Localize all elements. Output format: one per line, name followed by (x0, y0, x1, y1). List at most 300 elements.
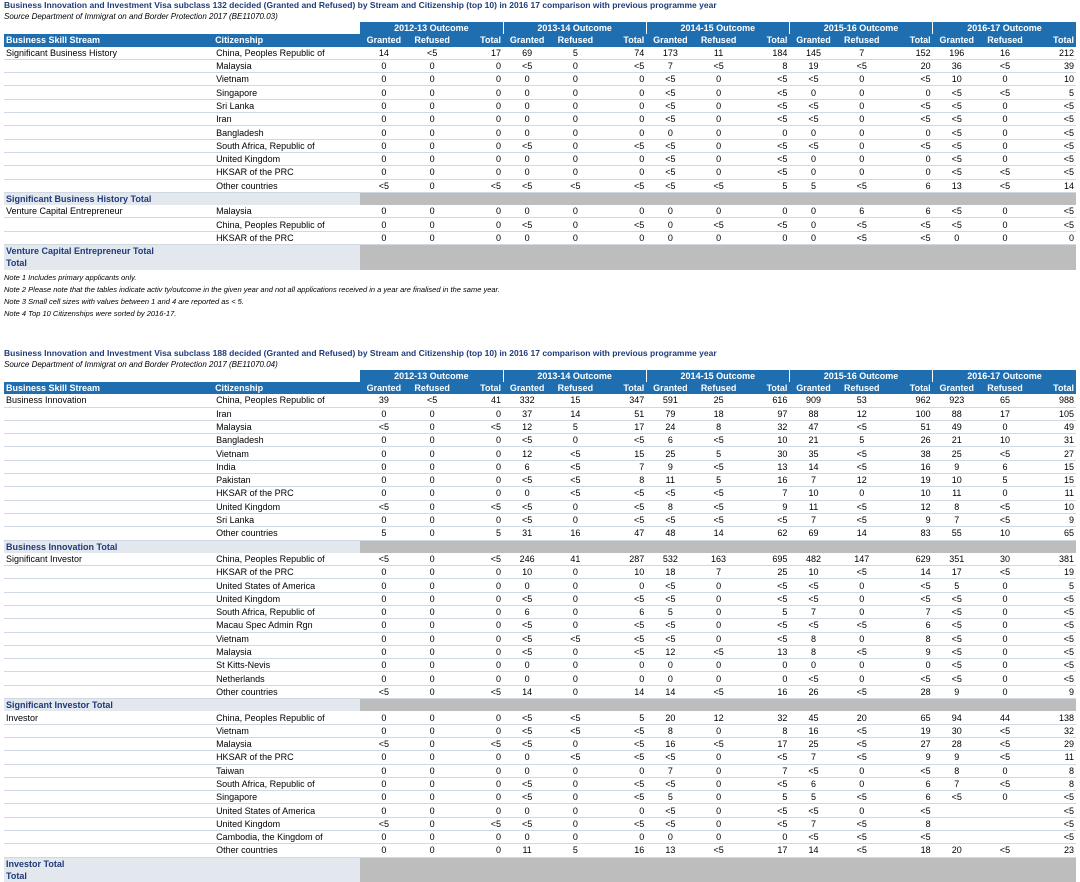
value-cell: 13 (743, 460, 790, 473)
value-cell: <5 (551, 460, 599, 473)
value-cell: 20 (886, 59, 933, 72)
value-cell: 0 (838, 139, 886, 152)
value-cell: <5 (694, 513, 742, 526)
value-cell: 7 (743, 764, 790, 777)
table-row (4, 152, 1076, 165)
value-cell: 0 (646, 126, 694, 139)
value-cell: <5 (981, 166, 1029, 179)
value-cell: <5 (981, 737, 1029, 750)
value-cell: 0 (789, 205, 837, 218)
table-row (4, 407, 1076, 420)
value-cell: 0 (981, 231, 1029, 244)
sub-column-header: Total (599, 382, 646, 394)
value-cell: <5 (886, 579, 933, 592)
value-cell: 12 (503, 447, 551, 460)
table-row (4, 139, 1076, 152)
table-row (4, 487, 1076, 500)
stream-cell: Investor (4, 711, 213, 724)
value-cell: 0 (408, 527, 456, 540)
value-cell: 9 (1029, 513, 1076, 526)
value-cell: 0 (456, 659, 503, 672)
value-cell: <5 (743, 152, 790, 165)
table-row (4, 592, 1076, 605)
value-cell: 13 (646, 844, 694, 857)
value-cell: 10 (503, 566, 551, 579)
value-cell: 9 (886, 751, 933, 764)
value-cell: 0 (646, 205, 694, 218)
value-cell: <5 (599, 791, 646, 804)
value-cell: <5 (743, 817, 790, 830)
value-cell: 0 (408, 447, 456, 460)
value-cell: 31 (503, 527, 551, 540)
value-cell: 0 (599, 659, 646, 672)
table-row (4, 166, 1076, 179)
table-row (4, 566, 1076, 579)
value-cell: 0 (456, 645, 503, 658)
value-cell: 0 (551, 592, 599, 605)
value-cell: 18 (646, 566, 694, 579)
value-cell: 0 (886, 166, 933, 179)
value-cell: <5 (694, 460, 742, 473)
value-cell: <5 (1029, 152, 1076, 165)
value-cell: <5 (503, 500, 551, 513)
value-cell: 49 (933, 420, 981, 433)
value-cell: 0 (599, 579, 646, 592)
value-cell: <5 (1029, 672, 1076, 685)
value-cell: 0 (694, 659, 742, 672)
value-cell: 0 (408, 59, 456, 72)
sub-column-header: Total (599, 34, 646, 46)
value-cell: 0 (360, 487, 408, 500)
value-cell: 332 (503, 394, 551, 407)
value-cell: 15 (599, 447, 646, 460)
value-cell: 6 (981, 460, 1029, 473)
value-cell: <5 (503, 645, 551, 658)
value-cell: 20 (838, 711, 886, 724)
table-row (4, 553, 1076, 566)
citizenship-cell: Malaysia (213, 420, 360, 433)
year-header: 2015-16 Outcome (789, 22, 932, 34)
value-cell: <5 (503, 139, 551, 152)
sub-column-header: Total (456, 382, 503, 394)
table-row (4, 73, 1076, 86)
value-cell: 16 (551, 527, 599, 540)
value-cell: <5 (503, 59, 551, 72)
value-cell: 11 (503, 844, 551, 857)
value-cell: <5 (933, 605, 981, 618)
value-cell: 5 (551, 47, 599, 60)
value-cell: 184 (743, 47, 790, 60)
value-cell: 0 (789, 86, 837, 99)
value-cell: 0 (886, 126, 933, 139)
value-cell: 30 (743, 447, 790, 460)
citizenship-cell: Vietnam (213, 447, 360, 460)
value-cell: 16 (886, 460, 933, 473)
value-cell: 7 (789, 751, 837, 764)
value-cell: 0 (838, 672, 886, 685)
value-cell: <5 (646, 152, 694, 165)
value-cell: 0 (456, 791, 503, 804)
value-cell: 49 (1029, 420, 1076, 433)
value-cell: 8 (933, 764, 981, 777)
value-cell: 5 (743, 179, 790, 192)
table-row (4, 500, 1076, 513)
value-cell: 12 (646, 645, 694, 658)
value-cell: 10 (933, 73, 981, 86)
stream-total-label: Business Innovation Total (4, 540, 360, 553)
table-row (4, 619, 1076, 632)
value-cell: <5 (503, 777, 551, 790)
stream-cell (4, 513, 213, 526)
value-cell: 0 (360, 831, 408, 844)
value-cell: <5 (789, 619, 837, 632)
value-cell: 0 (456, 407, 503, 420)
stream-total-label: Venture Capital Entrepreneur Total (4, 245, 360, 258)
stream-cell: Significant Investor (4, 553, 213, 566)
value-cell: <5 (408, 47, 456, 60)
value-cell: 0 (456, 474, 503, 487)
value-cell: 0 (551, 113, 599, 126)
value-cell: <5 (456, 420, 503, 433)
value-cell: 6 (789, 777, 837, 790)
value-cell: 0 (789, 166, 837, 179)
value-cell: 0 (360, 447, 408, 460)
value-cell: 19 (886, 474, 933, 487)
value-cell: 0 (981, 764, 1029, 777)
value-cell: <5 (933, 619, 981, 632)
stream-cell (4, 59, 213, 72)
year-header-row (4, 370, 1076, 382)
sub-column-header: Refused (408, 34, 456, 46)
value-cell: <5 (838, 737, 886, 750)
value-cell: 65 (981, 394, 1029, 407)
total-fill (360, 540, 1076, 553)
value-cell: 0 (694, 73, 742, 86)
value-cell: 41 (551, 553, 599, 566)
value-cell: 0 (456, 566, 503, 579)
value-cell: 32 (743, 711, 790, 724)
value-cell: 0 (1029, 231, 1076, 244)
citizenship-cell: HKSAR of the PRC (213, 566, 360, 579)
value-cell: 0 (838, 659, 886, 672)
value-cell: <5 (1029, 645, 1076, 658)
table-row (4, 751, 1076, 764)
stream-cell (4, 605, 213, 618)
value-cell: 0 (838, 579, 886, 592)
table-row (4, 218, 1076, 231)
value-cell: 11 (694, 47, 742, 60)
value-cell: 9 (933, 460, 981, 473)
value-cell: 0 (599, 764, 646, 777)
value-cell: 11 (1029, 487, 1076, 500)
value-cell: 0 (456, 447, 503, 460)
value-cell: 0 (694, 751, 742, 764)
value-cell: 0 (456, 487, 503, 500)
value-cell: 14 (551, 407, 599, 420)
value-cell: 0 (408, 139, 456, 152)
value-cell: 0 (360, 605, 408, 618)
value-cell: 0 (599, 86, 646, 99)
value-cell: <5 (838, 179, 886, 192)
value-cell: <5 (789, 831, 837, 844)
value-cell: 0 (456, 139, 503, 152)
value-cell: <5 (933, 205, 981, 218)
value-cell: 0 (503, 764, 551, 777)
value-cell: <5 (789, 139, 837, 152)
value-cell: 0 (981, 99, 1029, 112)
stream-cell (4, 764, 213, 777)
value-cell: <5 (886, 73, 933, 86)
value-cell: 10 (933, 474, 981, 487)
value-cell: 11 (646, 474, 694, 487)
stream-cell (4, 407, 213, 420)
value-cell: <5 (646, 619, 694, 632)
value-cell: <5 (551, 632, 599, 645)
value-cell: 0 (360, 804, 408, 817)
value-cell: <5 (789, 113, 837, 126)
value-cell: 0 (599, 831, 646, 844)
value-cell: 0 (408, 619, 456, 632)
value-cell: 8 (933, 500, 981, 513)
value-cell: 19 (789, 59, 837, 72)
value-cell: 0 (408, 579, 456, 592)
value-cell: <5 (551, 724, 599, 737)
year-header: 2014-15 Outcome (646, 22, 789, 34)
value-cell: 0 (456, 632, 503, 645)
stream-cell (4, 447, 213, 460)
sub-column-header: Refused (981, 382, 1029, 394)
sub-column-header: Total (1029, 34, 1076, 46)
value-cell: 0 (981, 685, 1029, 698)
value-cell: <5 (694, 737, 742, 750)
value-cell: <5 (1029, 619, 1076, 632)
value-cell: 0 (694, 777, 742, 790)
value-cell: 8 (789, 632, 837, 645)
value-cell: 6 (646, 434, 694, 447)
value-cell: 0 (838, 605, 886, 618)
table-title: Business Innovation and Investment Visa subclass 188 decided (Granted and Refused) by Stream and Citizenship (top 10) in 2016 17 comparison with previous programme year (4, 347, 717, 358)
value-cell: <5 (599, 434, 646, 447)
value-cell (981, 804, 1029, 817)
value-cell: 988 (1029, 394, 1076, 407)
value-cell: 0 (694, 126, 742, 139)
value-cell: 17 (456, 47, 503, 60)
value-cell: <5 (981, 777, 1029, 790)
value-cell: <5 (599, 513, 646, 526)
value-cell: <5 (789, 73, 837, 86)
value-cell: <5 (646, 817, 694, 830)
value-cell: 5 (789, 791, 837, 804)
value-cell: 0 (360, 73, 408, 86)
table-row (4, 179, 1076, 192)
table-row (4, 844, 1076, 857)
value-cell: 287 (599, 553, 646, 566)
value-cell: 0 (838, 487, 886, 500)
value-cell: 15 (1029, 474, 1076, 487)
value-cell: <5 (599, 645, 646, 658)
value-cell: 0 (599, 231, 646, 244)
value-cell: <5 (743, 86, 790, 99)
value-cell: 0 (551, 99, 599, 112)
value-cell: <5 (838, 724, 886, 737)
value-cell: 7 (838, 47, 886, 60)
value-cell: 0 (743, 231, 790, 244)
stream-cell (4, 126, 213, 139)
value-cell: <5 (838, 513, 886, 526)
value-cell: 0 (551, 205, 599, 218)
value-cell: 0 (360, 764, 408, 777)
value-cell: 0 (694, 672, 742, 685)
value-cell: 16 (981, 47, 1029, 60)
value-cell: 62 (743, 527, 790, 540)
value-cell: 0 (456, 831, 503, 844)
value-cell: 7 (933, 777, 981, 790)
data-table (4, 370, 1076, 882)
value-cell: 0 (503, 73, 551, 86)
value-cell: 0 (360, 152, 408, 165)
note-line: Note 3 Small cell sizes with values between 1 and 4 are reported as < 5. (4, 296, 244, 306)
value-cell: 0 (981, 420, 1029, 433)
value-cell: 0 (694, 579, 742, 592)
value-cell: 0 (551, 59, 599, 72)
table-row (4, 420, 1076, 433)
value-cell: 8 (1029, 777, 1076, 790)
value-cell: 0 (456, 777, 503, 790)
value-cell: 0 (551, 86, 599, 99)
stream-cell (4, 460, 213, 473)
citizenship-cell: Other countries (213, 844, 360, 857)
table-row (4, 394, 1076, 407)
value-cell: 9 (1029, 685, 1076, 698)
value-cell: 28 (933, 737, 981, 750)
citizenship-cell: St Kitts-Nevis (213, 659, 360, 672)
value-cell: 0 (599, 113, 646, 126)
sub-column-header: Granted (503, 34, 551, 46)
value-cell: 0 (456, 804, 503, 817)
sub-column-header: Granted (933, 382, 981, 394)
value-cell: 0 (408, 566, 456, 579)
value-cell: 8 (886, 632, 933, 645)
value-cell: <5 (743, 99, 790, 112)
value-cell: 0 (694, 592, 742, 605)
value-cell: 0 (408, 420, 456, 433)
value-cell: 0 (408, 231, 456, 244)
table-row (4, 86, 1076, 99)
citizenship-column-header: Citizenship (213, 382, 360, 394)
value-cell: 0 (886, 86, 933, 99)
value-cell: <5 (599, 817, 646, 830)
table-row (4, 126, 1076, 139)
table-row (4, 645, 1076, 658)
value-cell: <5 (503, 513, 551, 526)
value-cell: <5 (551, 474, 599, 487)
value-cell: <5 (743, 804, 790, 817)
value-cell: 0 (838, 99, 886, 112)
table-row (4, 605, 1076, 618)
value-cell: 0 (360, 711, 408, 724)
value-cell: <5 (743, 592, 790, 605)
table-row (4, 804, 1076, 817)
value-cell: 0 (456, 113, 503, 126)
value-cell: 14 (360, 47, 408, 60)
value-cell: 10 (599, 566, 646, 579)
value-cell: <5 (933, 113, 981, 126)
value-cell: 0 (551, 672, 599, 685)
value-cell: 5 (981, 474, 1029, 487)
value-cell: <5 (360, 685, 408, 698)
value-cell: <5 (981, 179, 1029, 192)
value-cell: 9 (933, 751, 981, 764)
value-cell: 0 (408, 711, 456, 724)
value-cell: <5 (838, 59, 886, 72)
stream-cell (4, 99, 213, 112)
table-row (4, 99, 1076, 112)
value-cell: 145 (789, 47, 837, 60)
value-cell: 0 (599, 672, 646, 685)
value-cell: 31 (1029, 434, 1076, 447)
table-row (4, 447, 1076, 460)
value-cell: 0 (503, 804, 551, 817)
value-cell: 11 (933, 487, 981, 500)
value-cell: 7 (743, 487, 790, 500)
value-cell: 0 (743, 659, 790, 672)
value-cell: 7 (646, 59, 694, 72)
stream-cell (4, 804, 213, 817)
value-cell: 100 (886, 407, 933, 420)
value-cell: <5 (933, 166, 981, 179)
table-source: Source Department of Immigrat on and Border Protection 2017 (BE11070.04) (4, 359, 278, 369)
value-cell: 0 (694, 605, 742, 618)
value-cell: 0 (360, 619, 408, 632)
value-cell: 16 (646, 737, 694, 750)
value-cell: 0 (646, 672, 694, 685)
total-fill (360, 245, 1076, 258)
value-cell: <5 (886, 113, 933, 126)
value-cell: <5 (933, 645, 981, 658)
value-cell: 0 (360, 579, 408, 592)
sub-column-header: Total (886, 382, 933, 394)
stream-cell (4, 500, 213, 513)
citizenship-cell: HKSAR of the PRC (213, 487, 360, 500)
value-cell: 0 (456, 513, 503, 526)
value-cell: 79 (646, 407, 694, 420)
table-row (4, 791, 1076, 804)
stream-cell (4, 777, 213, 790)
value-cell: <5 (886, 764, 933, 777)
value-cell: 10 (789, 566, 837, 579)
value-cell: 5 (789, 179, 837, 192)
value-cell: <5 (743, 166, 790, 179)
value-cell: 0 (360, 844, 408, 857)
value-cell: 7 (646, 764, 694, 777)
value-cell: 7 (789, 513, 837, 526)
value-cell: 0 (503, 831, 551, 844)
value-cell: <5 (838, 420, 886, 433)
sub-column-header: Refused (694, 34, 742, 46)
value-cell: <5 (1029, 139, 1076, 152)
value-cell: 6 (886, 179, 933, 192)
total-fill (360, 192, 1076, 205)
blank-cell (4, 22, 213, 34)
value-cell: 0 (360, 126, 408, 139)
note-line: Note 2 Please note that the tables indicate activ ty/outcome in the given year and not all applications received in a year are finalised in the same year. (4, 284, 500, 294)
value-cell: 6 (886, 791, 933, 804)
value-cell: 8 (646, 500, 694, 513)
value-cell: 0 (456, 724, 503, 737)
value-cell: <5 (646, 592, 694, 605)
value-cell: 25 (743, 566, 790, 579)
value-cell: 0 (360, 724, 408, 737)
